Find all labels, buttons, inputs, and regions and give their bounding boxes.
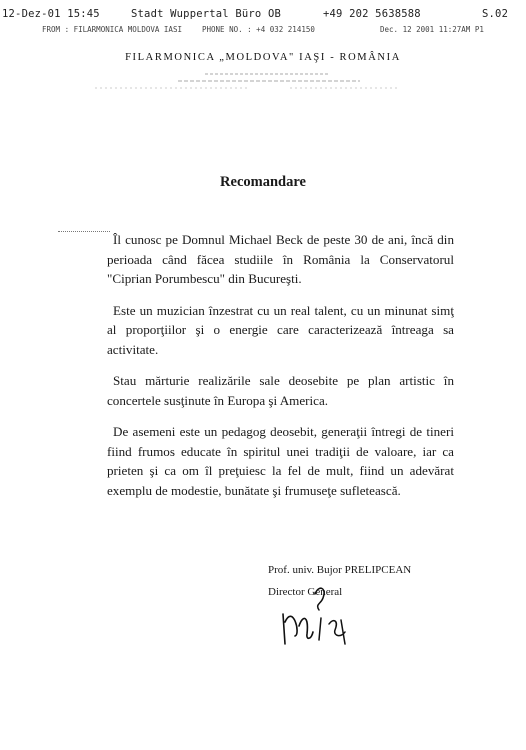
signatory-name: Prof. univ. Bujor PRELIPCEAN [268, 564, 412, 576]
paragraph-4: De asemeni este un pedagog deosebit, generaţii întregi de tineri fiind frumos educate în spiritul unei tradiţii de valoare, iar ca prieten şi ca om îl preţuiesc la fel de mult, fiind un adevărat exemplu de modestie, bunătate şi frumuseţe sufletească. [107, 424, 454, 498]
paragraph-2: Este un muzician înzestrat cu un real talent, cu un minunat simţ al proporţiilor şi o energie care caracterizează întreaga sa activitate. [107, 302, 454, 357]
letterhead-title: FILARMONICA „MOLDOVA" IAŞI - ROMÂNIA [125, 52, 401, 63]
margin-rule [58, 231, 110, 232]
letterhead-address-lines [0, 68, 526, 98]
letterhead [0, 52, 526, 63]
paragraph-1: Îl cunosc pe Domnul Michael Beck de peste 30 de ani, încă din perioada când făcea studiile în România la Conservatorul "Ciprian Porumbescu" din Bucureşti. [107, 232, 454, 286]
fax-from: FROM : FILARMONICA MOLDOVA IASI [42, 25, 182, 34]
fax-date-time: 12-Dez-01 15:45 [2, 8, 100, 20]
fax-received: Dec. 12 2001 11:27AM P1 [380, 25, 484, 34]
document-heading: Recomandare [220, 174, 306, 190]
fax-sender: Stadt Wuppertal Büro OB [131, 8, 281, 20]
fax-phone-no: PHONE NO. : +4 032 214150 [202, 25, 315, 34]
fax-phone: +49 202 5638588 [323, 8, 421, 20]
signatory-title: Director General [268, 586, 343, 598]
paragraph-3: Stau mărturie realizările sale deosebite pe plan artistic în concertele susţinute în Europa şi America. [107, 373, 454, 408]
handwritten-signature [275, 574, 365, 654]
fax-page: S.02 [482, 8, 509, 20]
letter-body [107, 230, 454, 512]
